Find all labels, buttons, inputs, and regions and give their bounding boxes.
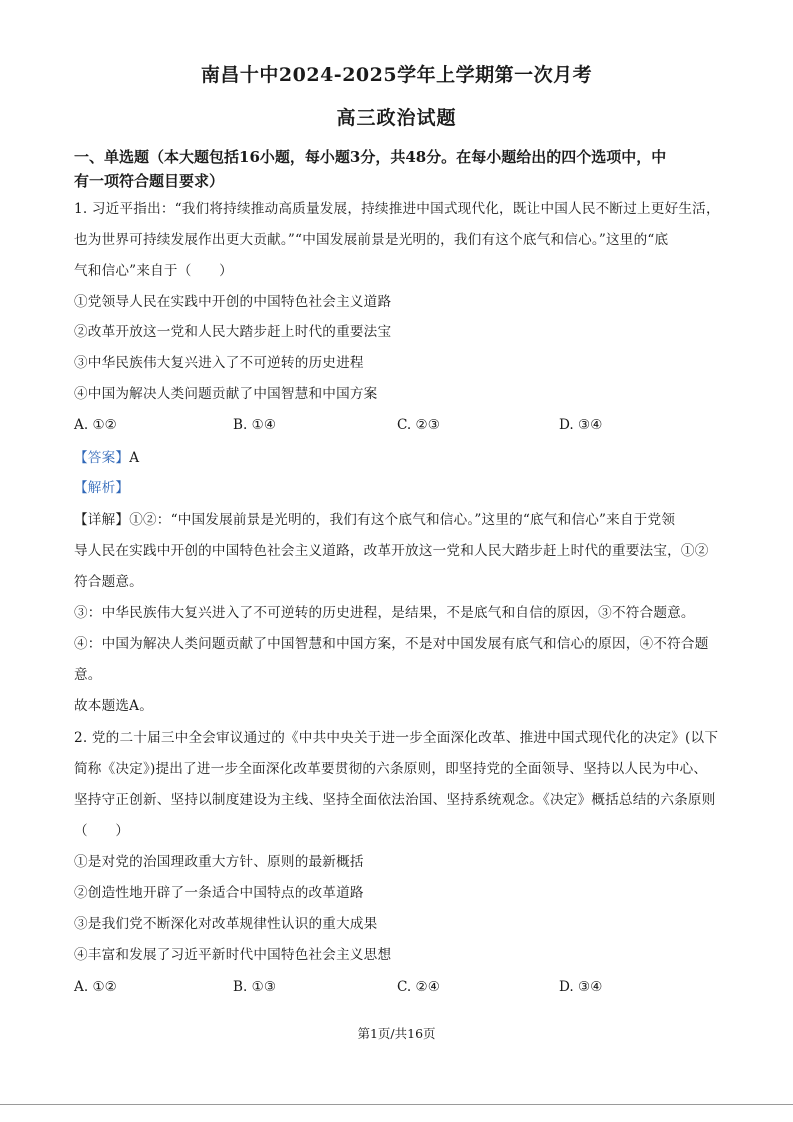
q1-detail-line: ③：中华民族伟大复兴进入了不可逆转的历史进程，是结果，不是底气和自信的原因，③不符合题意。 [74, 605, 695, 621]
detail-tag: 【详解】 [74, 512, 130, 528]
q2-option-b: B. ①③ [233, 979, 277, 995]
q1-item: ②改革开放这一党和人民大踏步赶上时代的重要法宝 [74, 324, 392, 340]
q2-option-c: C. ②④ [397, 979, 440, 995]
section-heading-line-1: 一、单选题（本大题包括16小题，每小题3分，共48分。在每小题给出的四个选项中，中 [74, 148, 667, 166]
q1-conclusion: 故本题选A。 [74, 698, 153, 714]
q1-detail-line: 意。 [74, 667, 102, 683]
q1-option-d: D. ③④ [559, 417, 603, 433]
q2-stem-line: 简称《决定》)提出了进一步全面深化改革要贯彻的六条原则，即坚持党的全面领导、坚持以人民为中心、 [74, 761, 708, 777]
q2-stem-line: 坚持守正创新、坚持以制度建设为主线、坚持全面依法治国、坚持系统观念。《决定》概括总结的六条原则 [74, 792, 716, 808]
q2-stem-line: （ ） [74, 823, 130, 839]
detail-text: ①②：“中国发展前景是光明的，我们有这个底气和信心。”这里的“底气和信心”来自于党领 [129, 512, 676, 528]
q1-item: ①党领导人民在实践中开创的中国特色社会主义道路 [74, 294, 392, 310]
q2-option-a: A. ①② [74, 979, 117, 995]
answer-tag: 【答案】 [74, 450, 130, 466]
q1-item: ④中国为解决人类问题贡献了中国智慧和中国方案 [74, 386, 378, 402]
q1-detail-line [74, 510, 675, 530]
exam-title: 南昌十中2024-2025学年上学期第一次月考 [200, 64, 593, 86]
q1-option-b: B. ①④ [233, 417, 277, 433]
q2-stem-line: 2. 党的二十届三中全会审议通过的《中共中央关于进一步全面深化改革、推进中国式现代化的决定》(以下 [74, 730, 719, 746]
q1-detail-line: 导人民在实践中开创的中国特色社会主义道路，改革开放这一党和人民大踏步赶上时代的重要法宝，①② [74, 543, 709, 559]
q2-item: ②创造性地开辟了一条适合中国特点的改革道路 [74, 885, 364, 901]
q1-answer [74, 448, 139, 468]
q1-stem-line: 气和信心”来自于（ ） [74, 263, 233, 279]
analysis-tag: 【解析】 [74, 480, 130, 496]
section-heading-line-2: 有一项符合题目要求） [74, 172, 225, 190]
q1-stem-line: 1. 习近平指出：“我们将持续推动高质量发展，持续推进中国式现代化，既让中国人民不断过上更好生活， [74, 201, 720, 217]
page-number: 第1页/共16页 [357, 1026, 436, 1041]
q1-stem-line: 也为世界可持续发展作出更大贡献。”“中国发展前景是光明的，我们有这个底气和信心。”这里的“底 [74, 232, 669, 248]
q1-detail-line: ④：中国为解决人类问题贡献了中国智慧和中国方案，不是对中国发展有底气和信心的原因，④不符合题 [74, 636, 709, 652]
answer-value: A [129, 450, 140, 466]
exam-subtitle: 高三政治试题 [336, 107, 457, 129]
q1-option-a: A. ①② [74, 417, 117, 433]
q1-detail-line: 符合题意。 [74, 574, 143, 590]
q2-option-d: D. ③④ [559, 979, 603, 995]
bottom-divider [0, 1104, 793, 1105]
q1-option-c: C. ②③ [397, 417, 440, 433]
q2-item: ①是对党的治国理政重大方针、原则的最新概括 [74, 854, 364, 870]
q2-item: ④丰富和发展了习近平新时代中国特色社会主义思想 [74, 947, 392, 963]
q1-item: ③中华民族伟大复兴进入了不可逆转的历史进程 [74, 355, 364, 371]
q2-item: ③是我们党不断深化对改革规律性认识的重大成果 [74, 916, 378, 932]
